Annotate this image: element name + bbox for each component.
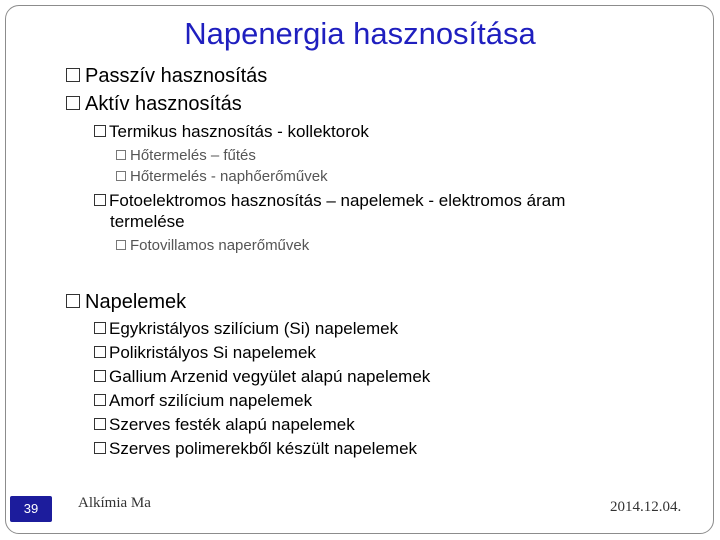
bullet-text: Egykristályos szilícium (Si) napelemek <box>109 319 399 338</box>
bullet-text: Passzív hasznosítás <box>85 65 268 87</box>
bullet-text: Fotoelektromos hasznosítás – napelemek - elektromos áram <box>109 191 566 210</box>
checkbox-bullet-icon <box>94 394 106 406</box>
bullet-egykristalyos <box>94 318 398 339</box>
bullet-text: Hőtermelés – fűtés <box>130 147 256 164</box>
checkbox-bullet-icon <box>94 442 106 454</box>
page-number-badge: 39 <box>10 496 52 522</box>
bullet-fotoelektromos <box>94 190 654 232</box>
bullet-polikristalyos <box>94 342 316 363</box>
bullet-text: Napelemek <box>85 291 187 313</box>
bullet-text: Aktív hasznosítás <box>85 93 242 115</box>
bullet-text: Szerves polimerekből készült napelemek <box>109 439 418 458</box>
bullet-text: Szerves festék alapú napelemek <box>109 415 355 434</box>
bullet-termikus <box>94 121 369 142</box>
bullet-napelemek <box>66 290 186 314</box>
bullet-text: Amorf szilícium napelemek <box>109 391 313 410</box>
bullet-text: Hőtermelés - naphőerőművek <box>130 168 328 185</box>
checkbox-bullet-icon <box>66 68 80 82</box>
footer-author: Alkímia Ma <box>78 495 151 511</box>
checkbox-bullet-icon <box>94 418 106 430</box>
slide-title: Napenergia hasznosítása <box>184 16 536 51</box>
bullet-passziv <box>66 64 267 88</box>
bullet-fotovillamos <box>116 236 309 255</box>
bullet-gallium <box>94 366 430 387</box>
footer-date: 2014.12.04. <box>610 499 682 515</box>
bullet-text-continued: termelése <box>110 212 185 231</box>
checkbox-bullet-icon <box>116 240 126 250</box>
checkbox-bullet-icon <box>94 346 106 358</box>
checkbox-bullet-icon <box>116 171 126 181</box>
bullet-text: Fotovillamos naperőművek <box>130 237 310 254</box>
bullet-hotermeles-naphoeromuvek <box>116 167 328 186</box>
bullet-szerves-festek <box>94 414 355 435</box>
bullet-text: Gallium Arzenid vegyület alapú napelemek <box>109 367 431 386</box>
checkbox-bullet-icon <box>66 96 80 110</box>
bullet-text: Polikristályos Si napelemek <box>109 343 316 362</box>
checkbox-bullet-icon <box>94 322 106 334</box>
checkbox-bullet-icon <box>94 194 106 206</box>
checkbox-bullet-icon <box>116 150 126 160</box>
bullet-szerves-polimer <box>94 438 417 459</box>
bullet-text: Termikus hasznosítás - kollektorok <box>109 122 369 141</box>
checkbox-bullet-icon <box>66 294 80 308</box>
checkbox-bullet-icon <box>94 125 106 137</box>
bullet-amorf <box>94 390 312 411</box>
bullet-hotermeles-futes <box>116 146 256 165</box>
bullet-aktiv <box>66 92 242 116</box>
checkbox-bullet-icon <box>94 370 106 382</box>
